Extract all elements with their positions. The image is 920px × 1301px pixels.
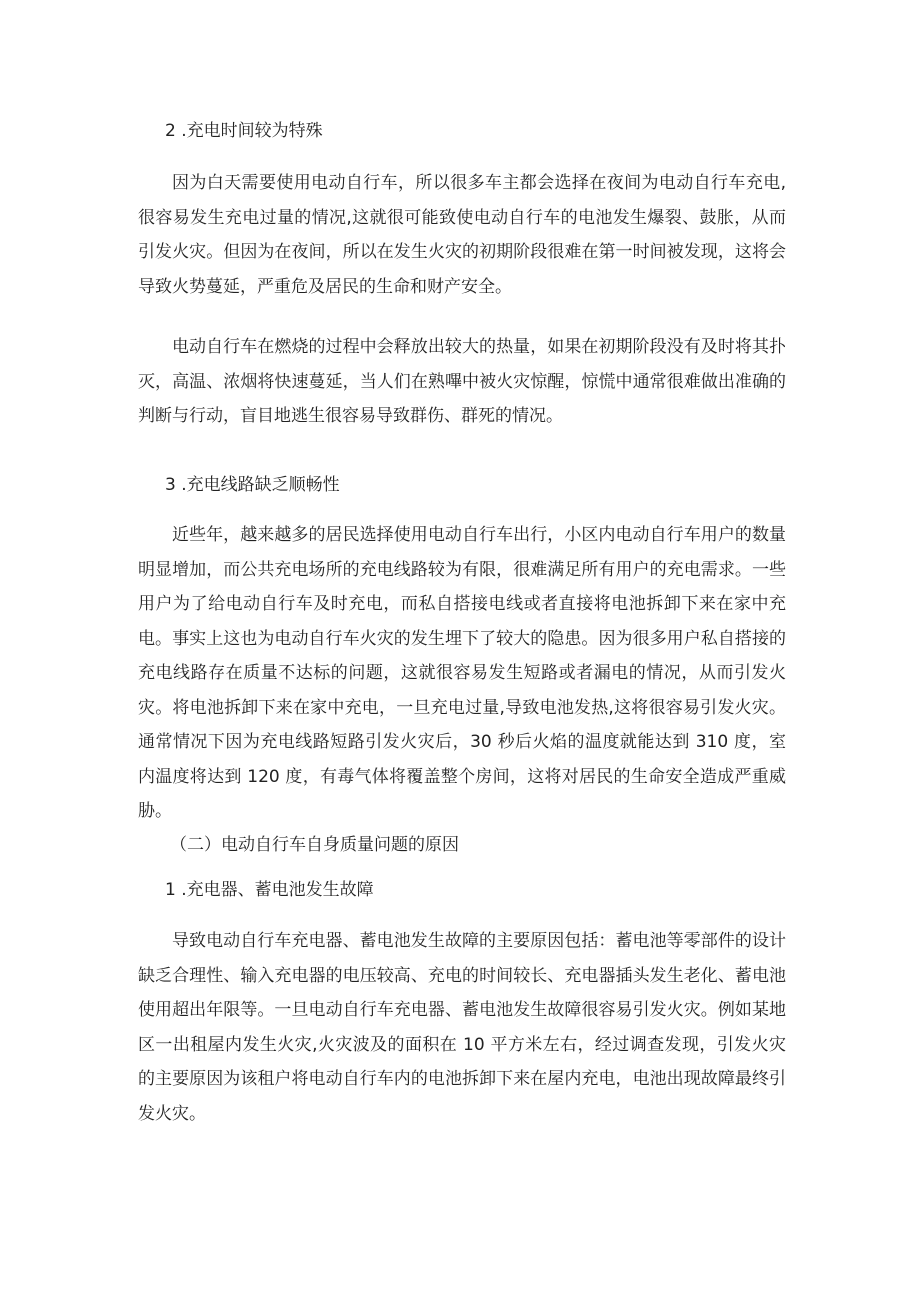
paragraph-charger-battery-faults: 导致电动自行车充电器、蓄电池发生故障的主要原因包括：蓄电池等零部件的设计缺乏合理性、输入充电器的电压较高、充电的时间较长、充电器插头发生老化、蓄电池使用超出年限等。一旦电动自行车充电器、蓄电池发生故障很容易引发火灾。例如某地区一出租屋内发生火灾,火灾波及的面积在 10 平方米左右，经过调查发现，引发火灾的主要原因为该租户将电动自行车内的电池拆卸下来在屋内充电，电池出现故障最终引发火灾。 — [138, 931, 786, 1124]
paragraph-burning-heat: 电动自行车在燃烧的过程中会释放出较大的热量，如果在初期阶段没有及时将其扑灭，高温、浓烟将快速蔓延，当人们在熟嗶中被火灾惊醒，惊慌中通常很难做出准确的判断与行动，盲目地逃生很容易导致群伤、群死的情况。 — [138, 337, 786, 426]
section-heading-charging-lines: 3 .充电线路缺乏顺畅性 — [165, 475, 340, 495]
section-heading-quality-issues: （二）电动自行车自身质量问题的原因 — [170, 835, 459, 855]
paragraph-night-charging: 因为白天需要使用电动自行车，所以很多车主都会选择在夜间为电动自行车充电,很容易发生充电过量的情况,这就很可能致使电动自行车的电池发生爆裂、鼓胀，从而引发火灾。但因为在夜间，所以在发生火灾的初期阶段很难在第一时间被发现，这将会导致火势蔓延，严重危及居民的生命和财产安全。 — [138, 173, 786, 297]
section-heading-charger-battery: 1 .充电器、蓄电池发生故障 — [165, 880, 374, 900]
paragraph-charging-lines: 近些年，越来越多的居民选择使用电动自行车出行，小区内电动自行车用户的数量明显增加，而公共充电场所的充电线路较为有限，很难满足所有用户的充电需求。一些用户为了给电动自行车及时充电，而私自搭接电线或者直接将电池拆卸下来在家中充电。事实上这也为电动自行车火灾的发生埋下了较大的隐患。因为很多用户私自搭接的充电线路存在质量不达标的问题，这就很容易发生短路或者漏电的情况，从而引发火灾。将电池拆卸下来在家中充电，一旦充电过量,导致电池发热,这将很容易引发火灾。通常情况下因为充电线路短路引发火灾后，30 秒后火焰的温度就能达到 310 度，室内温度将达到 120 度，有毒气体将覆盖整个房间，这将对居民的生命安全造成严重威胁。 — [138, 525, 786, 821]
section-heading-charging-time: 2 .充电时间较为特殊 — [165, 121, 323, 141]
